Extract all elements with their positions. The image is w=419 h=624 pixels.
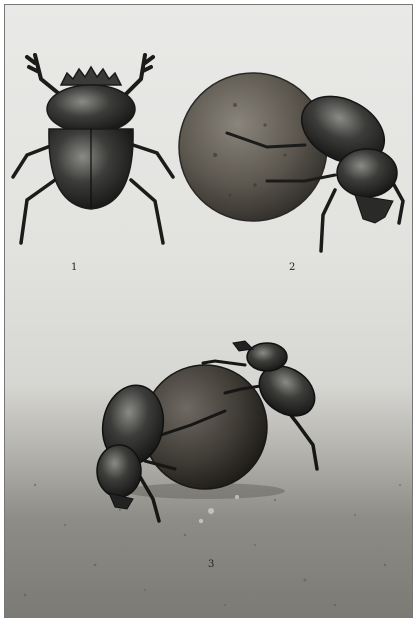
figure-label-3: 3 — [208, 559, 215, 570]
beetle-figure-3 — [97, 341, 325, 523]
figure-label-1: 1 — [71, 262, 78, 273]
figure-label-2: 2 — [289, 262, 296, 273]
beetle-figure-1 — [13, 55, 173, 243]
photo-plate — [4, 4, 413, 618]
ground-texture — [24, 484, 401, 606]
plate-artwork — [5, 5, 413, 618]
beetle-figure-2 — [179, 73, 403, 251]
